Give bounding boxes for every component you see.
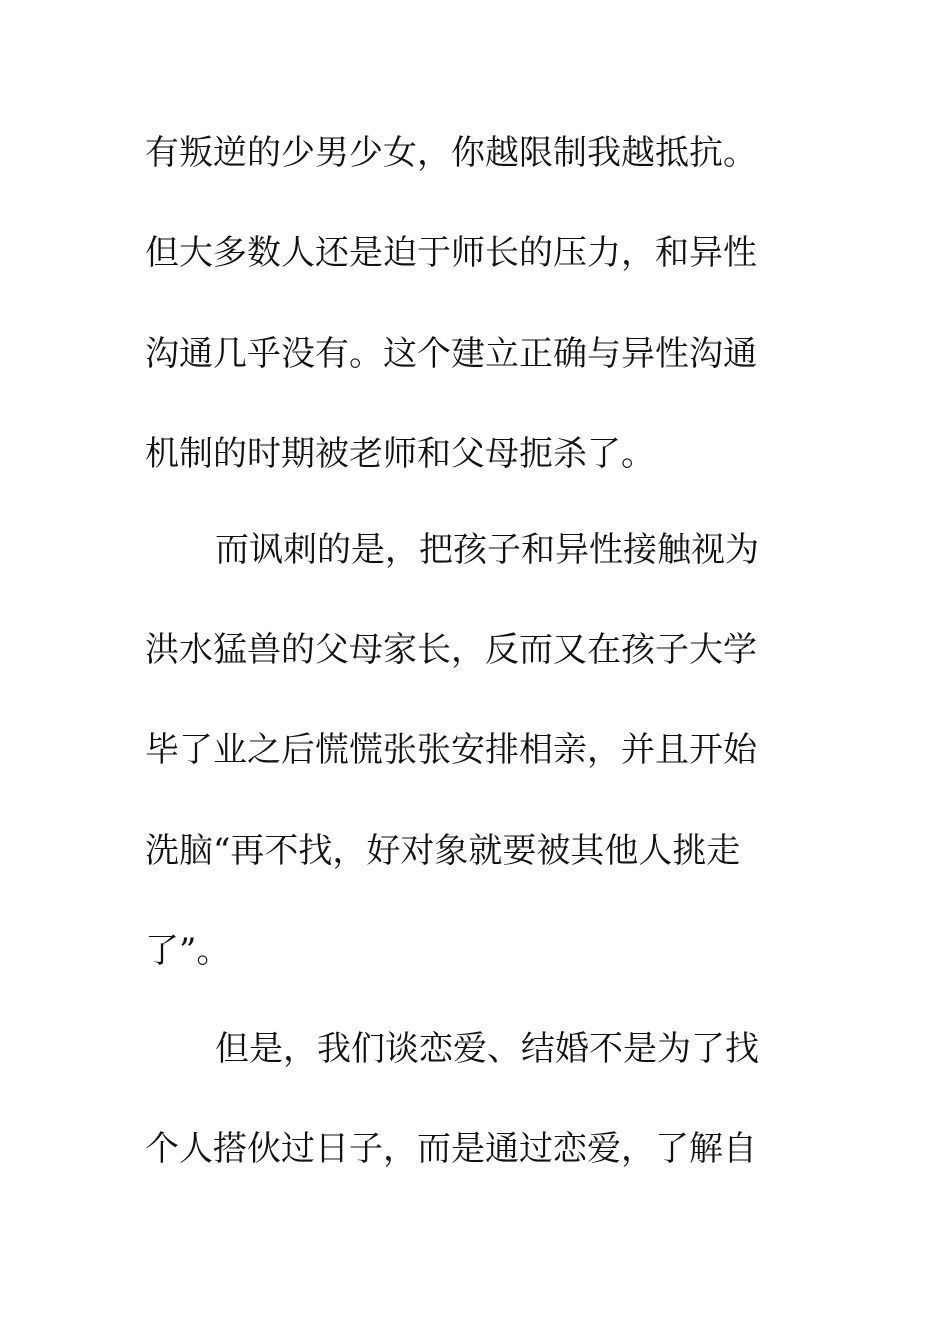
text-line: 毕了业之后慌慌张张安排相亲，并且开始 [145,730,757,770]
text-line: 机制的时期被老师和父母扼杀了。 [145,434,655,474]
paragraph-start-line: 但是，我们谈恋爱、结婚不是为了找 [215,1029,759,1069]
text-line: 个人搭伙过日子，而是通过恋爱，了解自 [145,1129,757,1169]
text-line: 了”。 [145,931,231,971]
text-line: 洗脑“再不找，好对象就要被其他人挑走 [145,831,741,871]
text-line: 沟通几乎没有。这个建立正确与异性沟通 [145,334,757,374]
text-line: 有叛逆的少男少女，你越限制我越抵抗。 [145,133,757,173]
text-line: 但大多数人还是迫于师长的压力，和异性 [145,233,757,273]
paragraph-start-line: 而讽刺的是，把孩子和异性接触视为 [215,530,759,570]
text-line: 洪水猛兽的父母家长，反而又在孩子大学 [145,630,757,670]
